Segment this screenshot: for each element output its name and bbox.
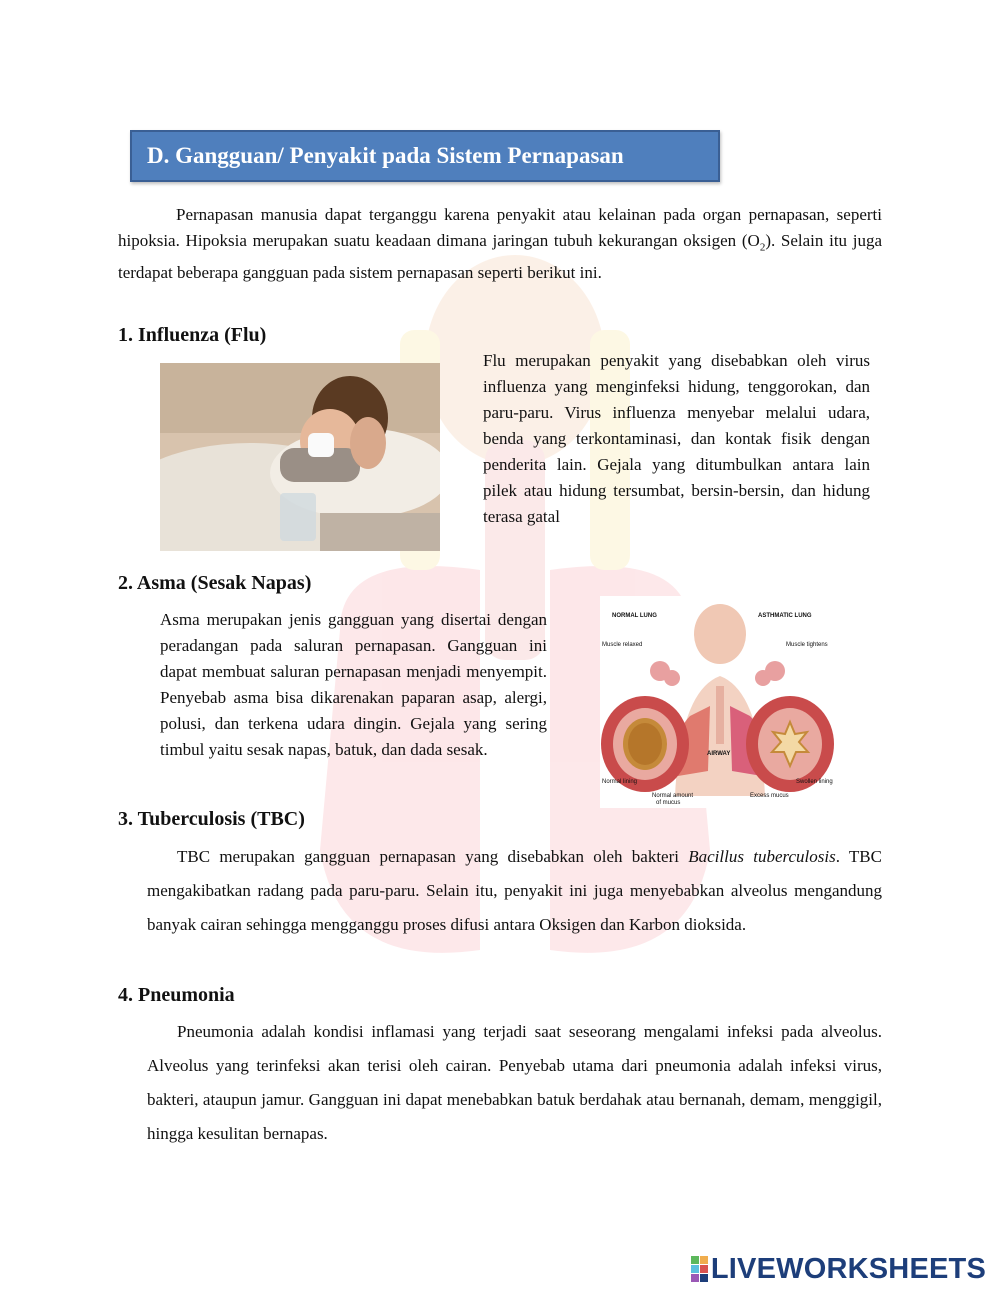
label-excess-mucus: Excess mucus: [750, 793, 789, 799]
section-title-box: [130, 130, 720, 182]
asthma-diagram-art: [600, 596, 840, 808]
intro-text-1: Pernapasan manusia dapat terganggu karena penyakit atau kelainan pada organ pernapasan, seperti hipoksia. Hipoksia merupakan suatu keadaan dimana jaringan tubuh kekurangan oksigen (O: [118, 205, 882, 250]
label-normal-mucus-2: of mucus: [656, 800, 681, 806]
intro-text-2: ). Selain itu juga terdapat beberapa gangguan pada sistem pernapasan seperti berikut ini.: [118, 231, 882, 283]
pneumonia-heading: 4. Pneumonia: [118, 984, 235, 1006]
liveworksheets-logo[interactable]: [691, 1252, 986, 1286]
logo-mark-icon: [691, 1256, 708, 1282]
label-normal-lining: Normal lining: [602, 779, 638, 785]
label-muscle-relaxed: Muscle relaxed: [602, 642, 643, 648]
tbc-text-1: TBC merupakan gangguan pernapasan yang disebabkan oleh bakteri: [177, 847, 689, 866]
logo-text: LIVEWORKSHEETS: [710, 1252, 986, 1285]
flu-paragraph: Flu merupakan penyakit yang disebabkan oleh virus influenza yang menginfeksi hidung, tenggorokan, dan paru-paru. Virus influenza menyebar melalui udara, benda yang terkontaminasi, dan kontak fisik dengan penderita lain. Gejala yang ditumbulkan antara lain pilek atau hidung tersumbat, bersin-bersin, dan hidung terasa gatal: [483, 351, 870, 526]
label-normal-lung: NORMAL LUNG: [612, 613, 657, 619]
tbc-text-2: . TBC mengakibatkan radang pada paru-paru. Selain itu, penyakit ini juga menyebabkan alveolus mengandung banyak cairan sehingga mengganggu proses difusi antara Oksigen dan Karbon dioksida.: [147, 847, 882, 934]
label-swollen-lining: Swollen lining: [796, 779, 833, 785]
section-title: D. Gangguan/ Penyakit pada Sistem Pernapasan: [147, 143, 624, 168]
label-muscle-tightens: Muscle tightens: [786, 642, 828, 648]
asma-paragraph: Asma merupakan jenis gangguan yang disertai dengan peradangan pada saluran pernapasan. Gangguan ini dapat membuat saluran pernapasan menjadi menyempit. Penyebab asma bisa dikarenakan paparan asap, alergi, polusi, dan terkena udara dingin. Gejala yang sering timbul yaitu sesak napas, batuk, dan dada sesak.: [160, 610, 547, 759]
label-asthmatic-lung: ASTHMATIC LUNG: [758, 613, 812, 619]
label-airway: AIRWAY: [707, 751, 731, 757]
tbc-text-italic: Bacillus tuberculosis: [688, 847, 836, 866]
asthma-diagram: [600, 596, 840, 808]
flu-heading: 1. Influenza (Flu): [118, 324, 267, 346]
asma-heading: 2. Asma (Sesak Napas): [118, 572, 312, 594]
label-normal-mucus-1: Normal amount: [652, 793, 694, 799]
intro-subscript: 2: [759, 241, 766, 254]
intro-paragraph: [118, 202, 882, 286]
tbc-paragraph: [147, 840, 882, 942]
tbc-heading: 3. Tuberculosis (TBC): [118, 808, 305, 830]
flu-photo: [160, 363, 440, 551]
pneumonia-paragraph: Pneumonia adalah kondisi inflamasi yang terjadi saat seseorang mengalami infeksi pada alveolus. Alveolus yang terinfeksi akan terisi oleh cairan. Penyebab utama dari pneumonia adalah infeksi virus, bakteri, ataupun jamur. Gangguan ini dapat menebabkan batuk berdahak atau bernanah, demam, menggigil, hingga kesulitan bernapas.: [147, 1022, 882, 1143]
